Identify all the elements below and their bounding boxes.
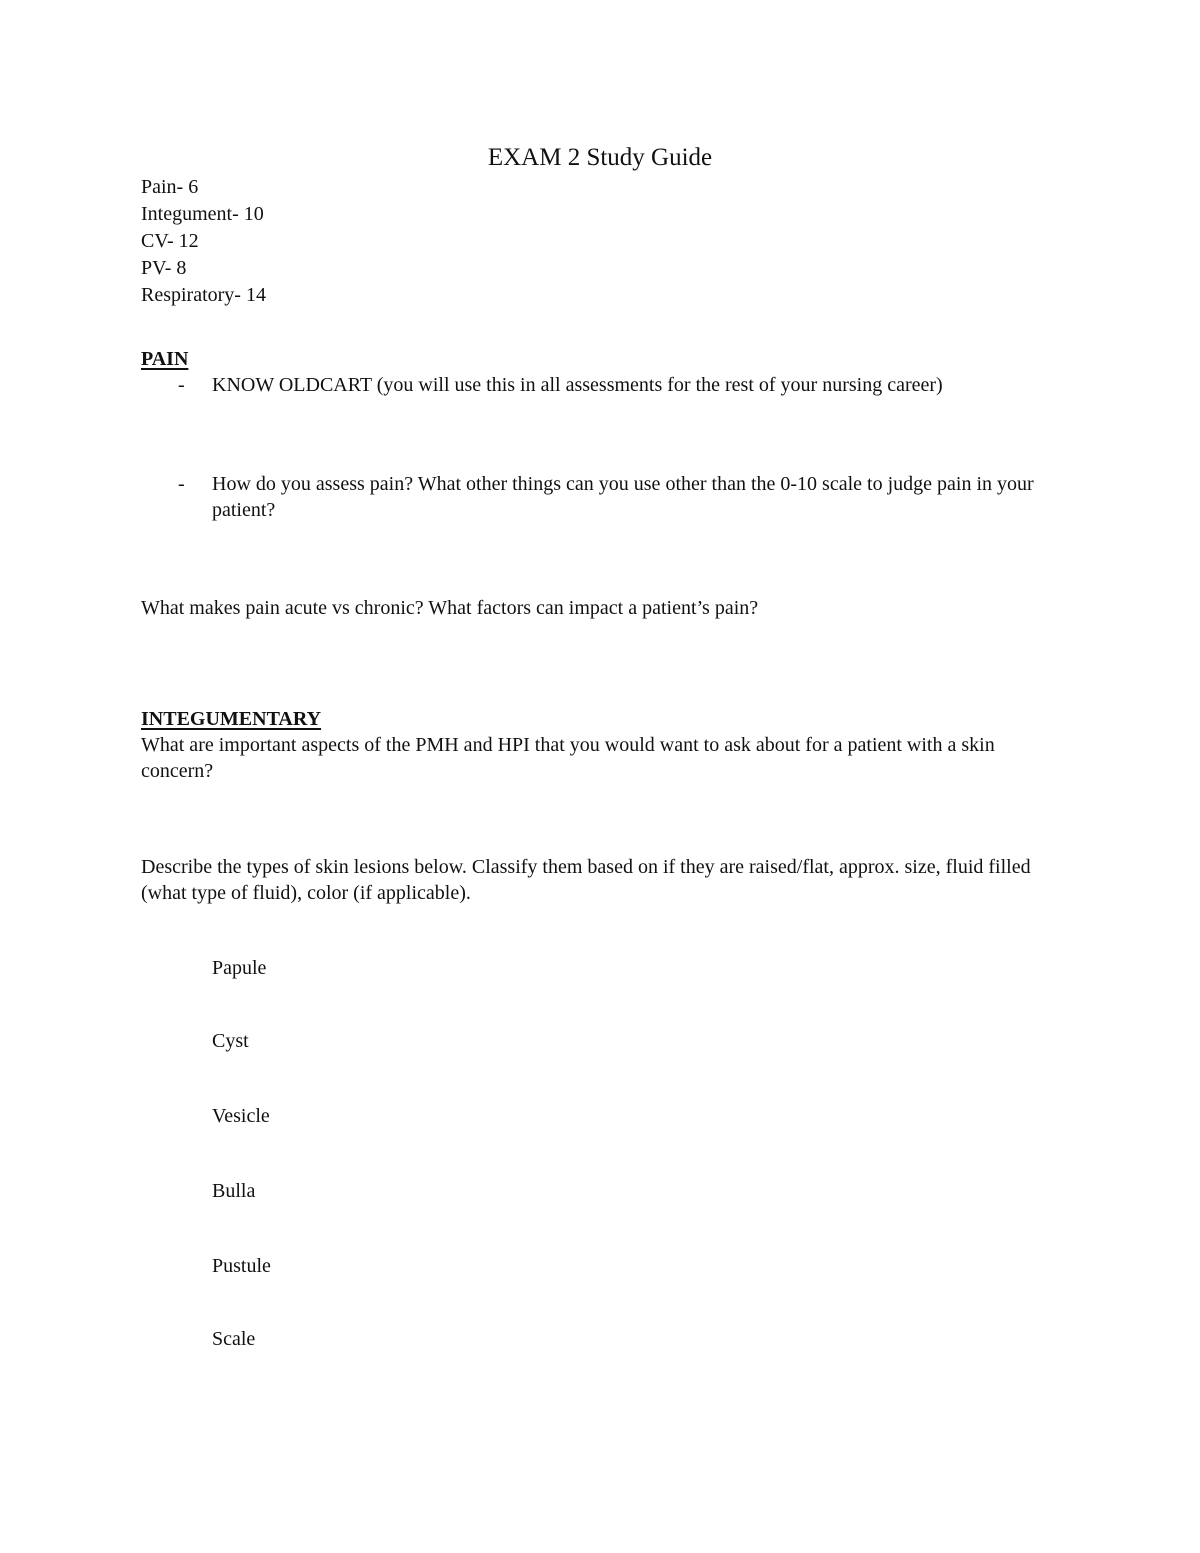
breakdown-pain: Pain- 6 (141, 176, 199, 198)
pain-question: What makes pain acute vs chronic? What factors can impact a patient’s pain? (141, 597, 759, 619)
pain-bullet-1-dash: - (178, 374, 185, 396)
breakdown-cv: CV- 12 (141, 230, 199, 252)
pain-heading: PAIN (141, 348, 189, 370)
pain-bullet-1-text: KNOW OLDCART (you will use this in all assessments for the rest of your nursing career) (212, 374, 943, 396)
pain-bullet-2-dash: - (178, 473, 185, 495)
breakdown-integument: Integument- 10 (141, 203, 264, 225)
breakdown-pv: PV- 8 (141, 257, 187, 279)
lesion-item: Pustule (212, 1255, 271, 1277)
lesion-item: Papule (212, 957, 267, 979)
pain-bullet-2-text: How do you assess pain? What other things can you use other than the 0-10 scale to judge pain in your patient? (212, 473, 1034, 521)
lesion-item: Scale (212, 1328, 256, 1350)
document-title: EXAM 2 Study Guide (487, 144, 713, 171)
lesion-item: Vesicle (212, 1105, 270, 1127)
lesion-item: Cyst (212, 1030, 249, 1052)
integumentary-heading: INTEGUMENTARY (141, 708, 322, 730)
integumentary-question-2: Describe the types of skin lesions below. Classify them based on if they are raised/flat, approx. size, fluid filled (what type of fluid), color (if applicable). (141, 856, 1031, 904)
integumentary-question-1: What are important aspects of the PMH and HPI that you would want to ask about for a patient with a skin concern? (141, 734, 995, 782)
lesion-item: Bulla (212, 1180, 256, 1202)
breakdown-respiratory: Respiratory- 14 (141, 284, 266, 306)
